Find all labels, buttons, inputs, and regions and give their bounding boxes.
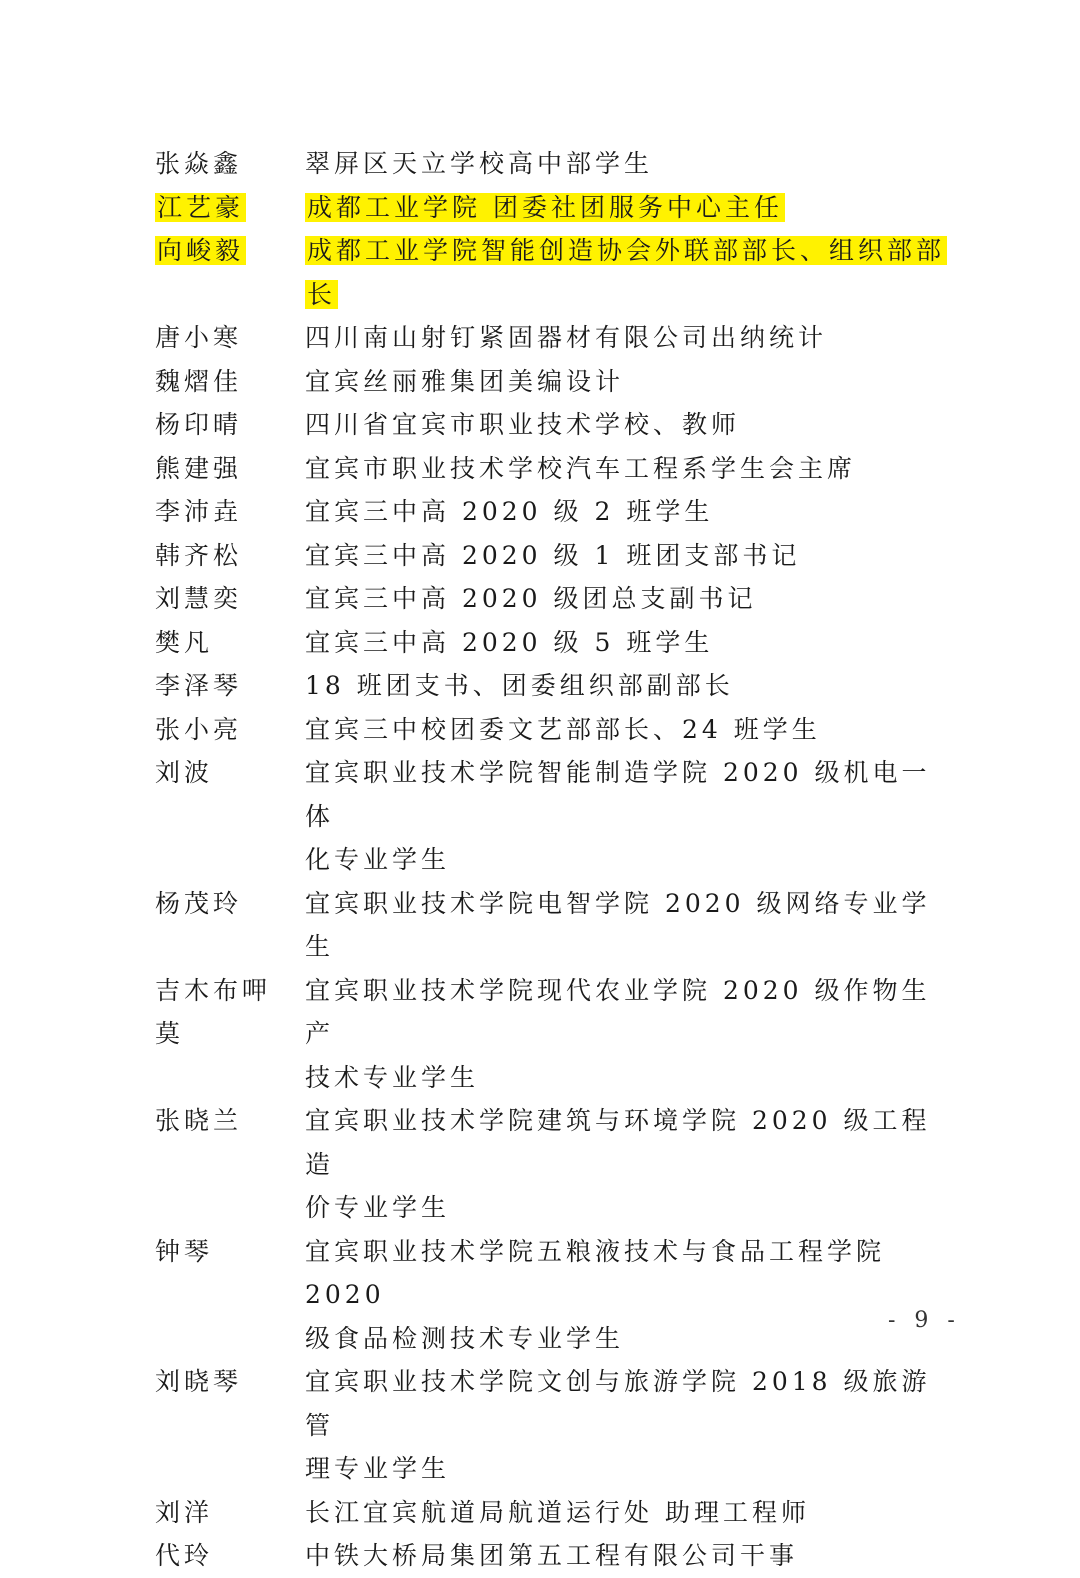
list-item [155, 751, 955, 882]
member-description: 宜宾职业技术学院现代农业学院 2020 级作物生产 技术专业学生 [305, 975, 931, 1092]
member-name: 向峻毅 [157, 236, 245, 265]
member-description: 四川南山射钉紧固器材有限公司出纳统计 [305, 323, 828, 352]
member-name: 吉木布呷 莫 [155, 975, 272, 1048]
member-description: 成都工业学院 团委社团服务中心主任 [307, 192, 783, 222]
member-name: 熊建强 [155, 453, 243, 483]
list-item [155, 186, 955, 230]
member-name: 杨印晴 [155, 410, 243, 439]
member-description: 宜宾三中高 2020 级 1 班团支部书记 [305, 540, 801, 570]
member-description: 宜宾丝丽雅集团美编设计 [305, 366, 625, 396]
member-name: 张焱鑫 [155, 149, 243, 178]
member-name: 张小亮 [155, 714, 243, 744]
member-description: 18 班团支书、团委组织部副部长 [305, 671, 734, 700]
member-description: 宜宾职业技术学院电智学院 2020 级网络专业学生 [305, 888, 931, 961]
list-item [155, 1491, 955, 1535]
list-item [155, 360, 955, 404]
list-item [155, 403, 955, 447]
member-name: 李沛垚 [155, 497, 243, 526]
member-description: 中铁大桥局集团第五工程有限公司干事 [305, 1541, 799, 1570]
list-item [155, 142, 955, 186]
member-description: 宜宾三中高 2020 级团总支副书记 [305, 584, 757, 613]
member-name: 杨茂玲 [155, 888, 243, 918]
member-description: 宜宾职业技术学院五粮液技术与食品工程学院 2020 级食品检测技术专业学生 [305, 1236, 886, 1353]
member-name: 李泽琴 [155, 671, 243, 700]
member-name: 代玲 [155, 1541, 214, 1570]
member-name: 刘洋 [155, 1497, 214, 1527]
list-item [155, 664, 955, 708]
list-item [155, 1099, 955, 1230]
member-name: 刘波 [155, 758, 214, 787]
list-item [155, 577, 955, 621]
list-item [155, 534, 955, 578]
member-name: 刘晓琴 [155, 1367, 243, 1396]
member-description: 宜宾职业技术学院智能制造学院 2020 级机电一体 化专业学生 [305, 758, 931, 874]
list-item [155, 1360, 955, 1491]
list-item [155, 447, 955, 491]
member-description: 宜宾三中校团委文艺部部长、24 班学生 [305, 714, 821, 744]
member-name: 钟琴 [155, 1236, 214, 1266]
member-description: 宜宾职业技术学院文创与旅游学院 2018 级旅游管 理专业学生 [305, 1367, 931, 1483]
member-description: 成都工业学院智能创造协会外联部部长、组织部部 长 [307, 236, 946, 309]
member-description: 长江宜宾航道局航道运行处 助理工程师 [305, 1497, 810, 1527]
list-item [155, 969, 955, 1100]
member-list [155, 142, 955, 1578]
member-name: 刘慧奕 [155, 584, 243, 613]
list-item [155, 708, 955, 752]
member-description: 翠屏区天立学校高中部学生 [305, 149, 654, 178]
list-item [155, 1534, 955, 1578]
member-description: 宜宾三中高 2020 级 2 班学生 [305, 497, 714, 526]
member-name: 唐小寒 [155, 323, 243, 352]
member-description: 四川省宜宾市职业技术学校、教师 [305, 410, 741, 439]
page-number: - 9 - [888, 1308, 961, 1333]
list-item [155, 882, 955, 969]
member-description: 宜宾职业技术学院建筑与环境学院 2020 级工程造 价专业学生 [305, 1106, 931, 1222]
member-name: 张晓兰 [155, 1106, 243, 1135]
member-name: 江艺豪 [157, 192, 245, 222]
list-item [155, 490, 955, 534]
list-item [155, 1230, 955, 1361]
member-name: 韩齐松 [155, 540, 243, 570]
member-description: 宜宾三中高 2020 级 5 班学生 [305, 627, 714, 657]
list-item [155, 316, 955, 360]
member-description: 宜宾市职业技术学校汽车工程系学生会主席 [305, 453, 857, 483]
member-name: 樊凡 [155, 627, 214, 657]
member-name: 魏熠佳 [155, 366, 243, 396]
list-item [155, 229, 955, 316]
list-item [155, 621, 955, 665]
